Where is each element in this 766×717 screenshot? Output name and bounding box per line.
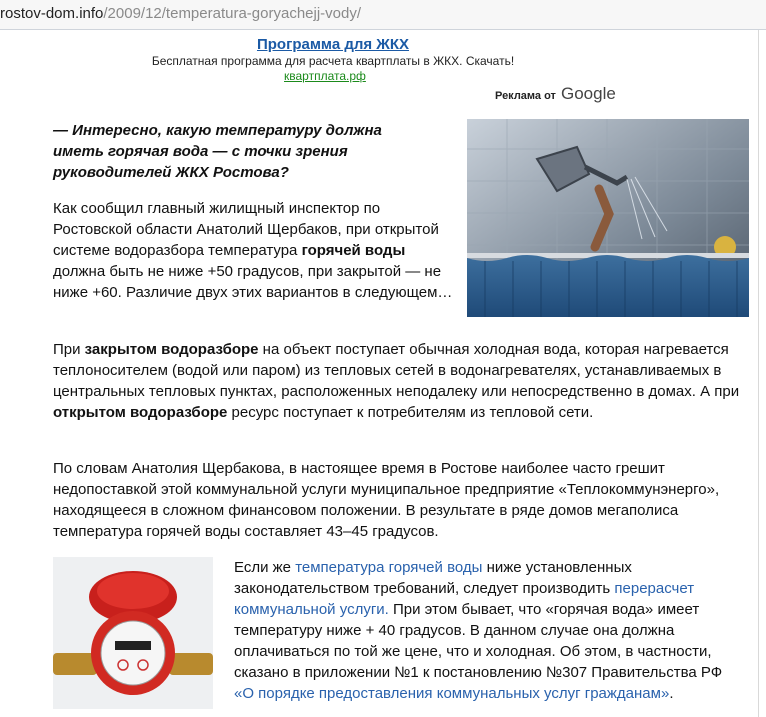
url-domain: rostov-dom.info [0,5,104,22]
p2-bold-closed: закрытом водоразборе [84,341,259,358]
url-path: /2009/12/temperatura-goryachejj-vody/ [103,5,362,22]
water-meter-svg [53,557,213,709]
p2-text-a: При [53,341,85,358]
ads-by-google[interactable] [495,84,616,104]
url-text[interactable] [0,5,361,22]
paragraph-1 [53,198,453,303]
ad-description: Бесплатная программа для расчета квартплаты в ЖКХ. Скачать! [151,54,515,68]
scrollbar-edge [758,30,759,717]
water-meter-photo [53,557,213,709]
ad-url-link[interactable]: квартплата.рф [284,69,366,83]
link-utility-rules[interactable]: «О порядке предоставления коммунальных услуг гражданам» [234,685,670,702]
article-question: — Интересно, какую температуру должна иметь горячая вода — с точки зрения руководителей ЖКХ Ростова? [53,122,382,181]
paragraph-4 [234,557,744,704]
shower-photo-svg [467,119,749,317]
p4-text-a: Если же [234,559,296,576]
p4-text-b: ниже установленных законодательством требований, следует производить [234,559,632,597]
p2-text-e: ресурс поступает к потребителям из тепловой сети. [227,404,594,421]
link-hot-water-temperature[interactable]: температура горячей воды [295,559,483,576]
p2-text-c: на объект поступает обычная холодная вода, которая нагревается теплоносителем (водой или паром) из тепловых сетей в водонагревателях, устанавливаемых в центральных тепловых пунктах, расположенных неподалеку или непосредственно в домах. А при [53,341,740,400]
shower-photo [467,119,749,317]
link-recalculation[interactable]: перерасчет коммунальной услуги. [234,580,695,618]
google-logo: Google [561,84,616,103]
p2-bold-open: открытом водоразборе [53,404,228,421]
p1-text-c: должна быть не ниже +50 градусов, при закрытой — не ниже +60. Различие двух этих вариантов в следующем… [53,263,453,301]
p1-bold: горячей воды [301,242,406,259]
address-bar[interactable] [0,0,766,30]
ad-title-link[interactable]: Программа для ЖКХ [256,36,410,53]
paragraph-2 [53,339,743,423]
paragraph-3: По словам Анатолия Щербакова, в настоящее время в Ростове наиболее часто грешит недопоставкой этой коммунальной услуги муниципальное предприятие «Теплокоммунэнерго», находящееся в сложном финансовом положении. В результате в ряде домов мегаполиса температура горячей воды составляет 43–45 градусов. [53,460,720,540]
ads-by-label: Реклама от [495,90,556,102]
p4-text-d: . [669,685,674,702]
p1-text-a: Как сообщил главный жилищный инспектор по Ростовской области Анатолий Щербаков, при открытой системе водоразбора температура [53,200,439,259]
p4-text-c: При этом бывает, что «горячая вода» имеет температуру ниже + 40 градусов. В данном случае она должна оплачиваться по той же цене, что и холодная. Об этом, в частности, сказано в приложении №1 к постановлению №307 Правительства РФ [234,601,723,681]
